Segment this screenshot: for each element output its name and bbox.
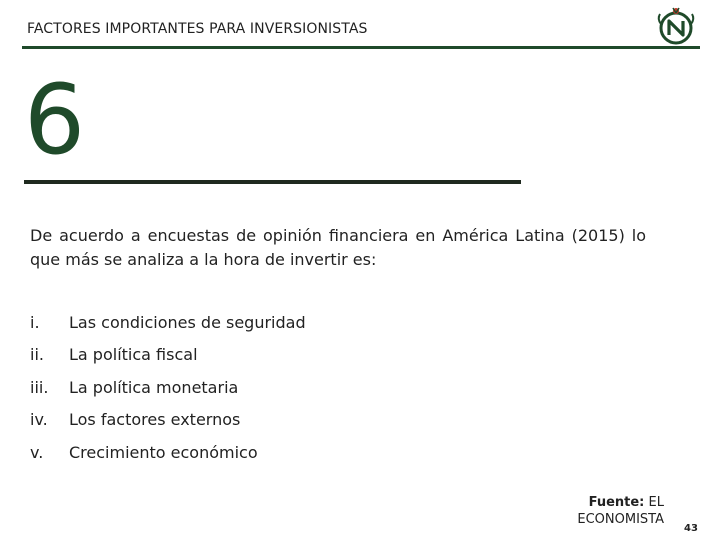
factor-list	[30, 306, 306, 469]
list-numeral: iii.	[30, 377, 49, 397]
list-numeral: iv.	[30, 410, 48, 430]
page-title: FACTORES IMPORTANTES PARA INVERSIONISTAS	[27, 21, 368, 37]
slide-number: 6	[24, 64, 86, 176]
list-text: La política monetaria	[69, 377, 239, 397]
source-name-line2: ECONOMISTA	[577, 512, 664, 527]
list-text: La política fiscal	[69, 345, 198, 365]
source-name-line1: EL	[648, 495, 664, 510]
list-item	[30, 404, 306, 437]
list-numeral: v.	[30, 442, 44, 462]
list-item	[30, 436, 306, 469]
list-numeral: i.	[30, 312, 40, 332]
list-item	[30, 371, 306, 404]
header-divider	[22, 46, 700, 49]
number-underline	[24, 180, 521, 184]
source-label: Fuente:	[588, 495, 645, 510]
list-numeral: ii.	[30, 345, 44, 365]
page-number: 43	[684, 523, 698, 534]
source-citation	[540, 494, 664, 528]
intro-paragraph: De acuerdo a encuestas de opinión financiera en América Latina (2015) lo que más se analiza a la hora de invertir es:	[30, 226, 646, 269]
list-item	[30, 339, 306, 372]
list-text: Los factores externos	[69, 410, 241, 430]
list-text: Las condiciones de seguridad	[69, 312, 306, 332]
list-text: Crecimiento económico	[69, 442, 258, 462]
list-item	[30, 306, 306, 339]
brand-n-logo-icon	[652, 4, 700, 46]
